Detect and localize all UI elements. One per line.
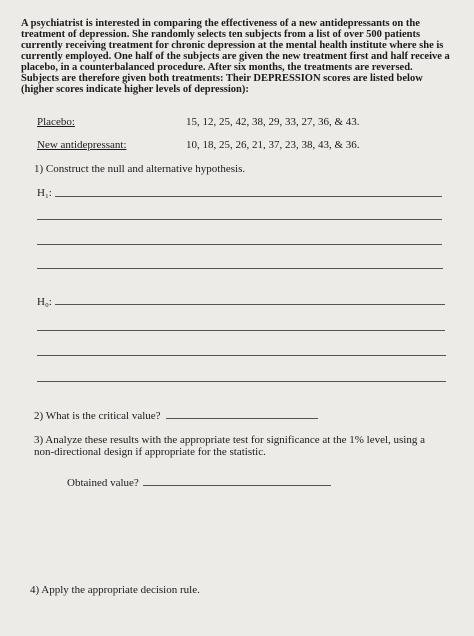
obtained-value-line[interactable] <box>143 485 331 486</box>
problem-text-bold: (higher scores indicate higher levels of depression): <box>21 84 249 95</box>
h0-answer-line-2[interactable] <box>37 330 445 331</box>
obtained-value-label: Obtained value? <box>67 477 139 489</box>
h1-answer-line-2[interactable] <box>37 219 442 220</box>
problem-text: A psychiatrist is interested in comparing the effectiveness of a new antidepressants on the treatment of depression. She randomly selects ten subjects from a list of over 500 patients currently receiving treatment for chronic depression at the mental health institute where she is currently employed. One half of the subjects are given the new treatment first and half receive a placebo, in a counterbalanced procedure. After six months, the treatments are reversed. Subjects are therefore given both treatments: Their DEPRESSION scores are listed below <box>21 18 450 84</box>
question-2: 2) What is the critical value? <box>34 410 161 422</box>
h0-answer-line-3[interactable] <box>37 355 446 356</box>
h1-answer-line-3[interactable] <box>37 244 442 245</box>
critical-value-line[interactable] <box>166 418 318 419</box>
h1-label: H₁: <box>37 187 52 199</box>
new-antidepressant-label: New antidepressant: <box>37 139 127 151</box>
h0-label: H₀: <box>37 296 52 308</box>
new-antidepressant-scores: 10, 18, 25, 26, 21, 37, 23, 38, 43, & 36. <box>186 139 360 151</box>
placebo-label: Placebo: <box>37 116 75 128</box>
h0-answer-line[interactable] <box>55 304 445 305</box>
problem-statement <box>21 18 453 95</box>
placebo-scores: 15, 12, 25, 42, 38, 29, 33, 27, 36, & 43. <box>186 116 360 128</box>
question-4: 4) Apply the appropriate decision rule. <box>30 584 200 596</box>
question-3: 3) Analyze these results with the appropriate test for significance at the 1% level, using a non-directional design if appropriate for the statistic. <box>34 434 425 458</box>
question-1: 1) Construct the null and alternative hypothesis. <box>34 163 246 175</box>
h1-answer-line-4[interactable] <box>37 268 443 269</box>
h1-answer-line[interactable] <box>55 196 442 197</box>
h0-answer-line-4[interactable] <box>37 381 446 382</box>
